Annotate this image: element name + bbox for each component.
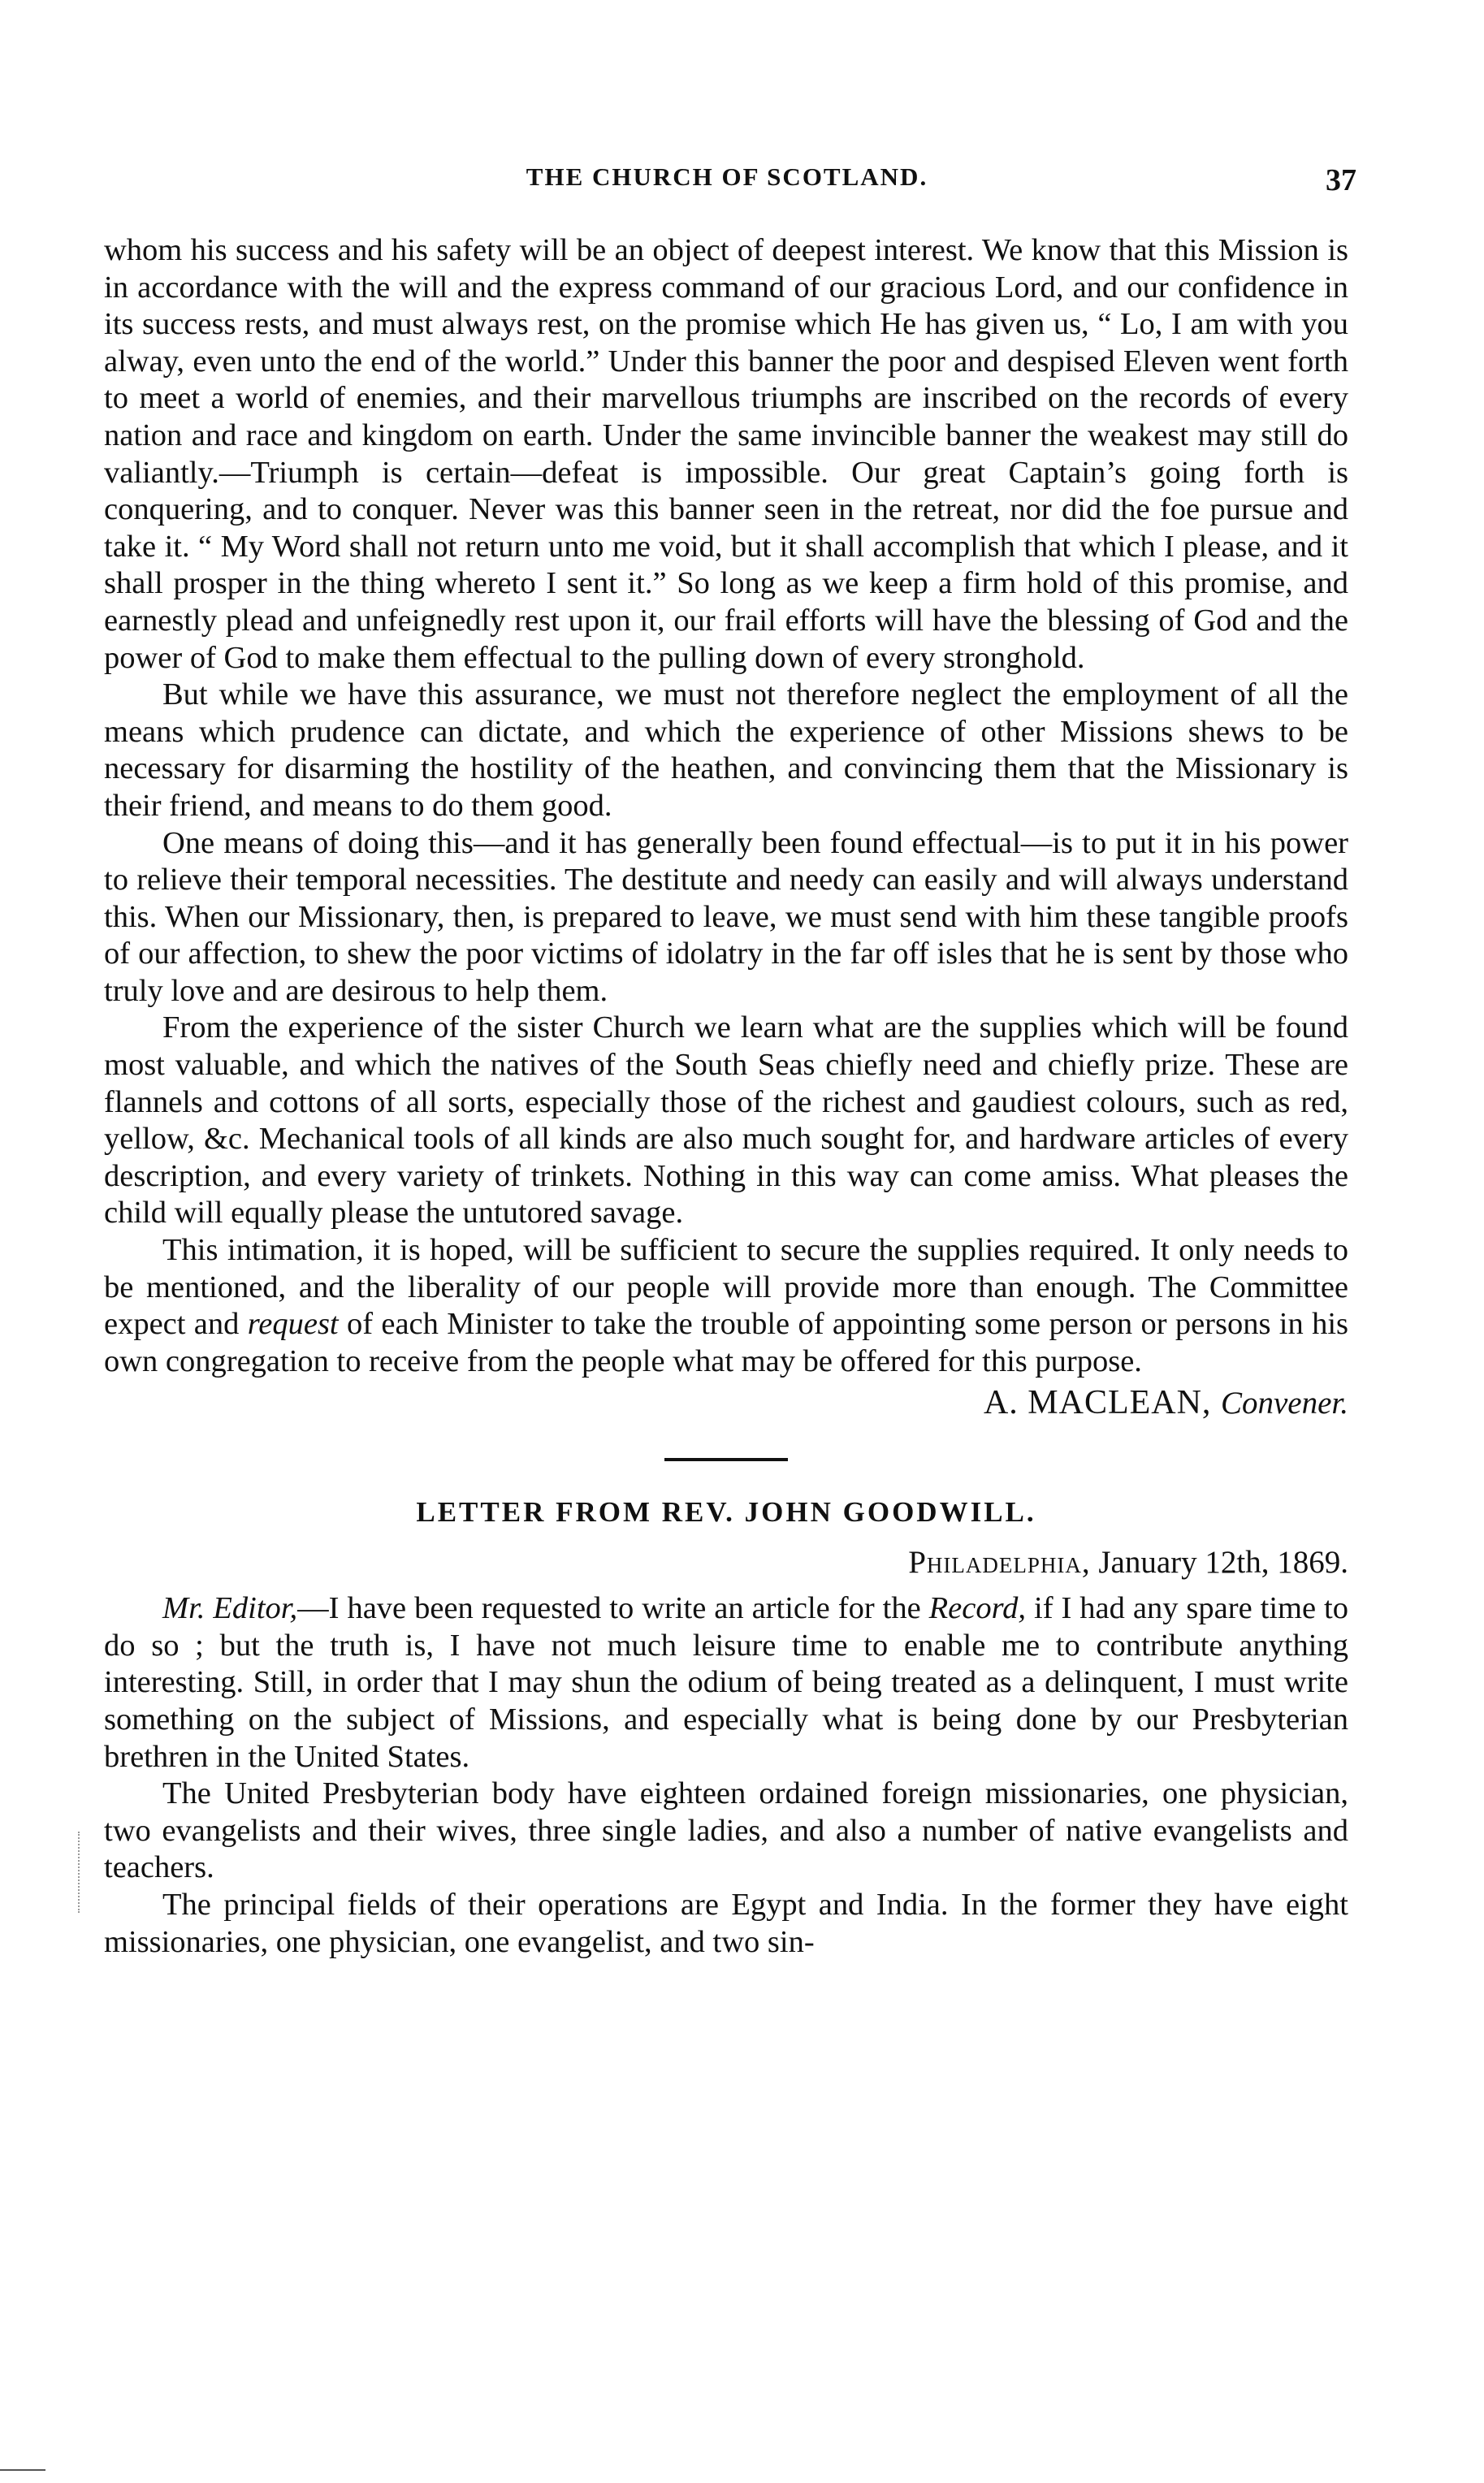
corner-mark	[0, 2469, 45, 2471]
paragraph: But while we have this assurance, we must not therefore neglect the employment of all the means which prudence can dictate, and which the experience of other Missions shews to be necessary for disarming the hostility of the heathen, and convincing them that the Missionary is their friend, and means to do them good.	[104, 677, 1348, 823]
paragraph: The principal fields of their operations are Egypt and India. In the former they have eight missionaries, one physician, one evangelist, and two sin-	[104, 1887, 1348, 1959]
paragraph	[104, 1232, 1348, 1380]
text-run: This intimation, it is hoped, will be sufficient to secure the supplies required. It only needs to be mentioned, and the liberality of our people will provide more than enough. The Committee expect and	[104, 1233, 1348, 1342]
text-run: of each Minister to take the trouble of appointing some person or persons in his own congregation to receive from the people what may be offered for this purpose.	[104, 1307, 1348, 1378]
text-run: if I had any spare time to do so ; but the truth is, I have not much leisure time to enable me to contribute anything interesting. Still, in order that I may shun the odium of being treated as a delinquent, I must write something on the subject of Missions, and especially what is being done by our Presbyterian brethren in the United States.	[104, 1591, 1348, 1774]
running-head	[97, 162, 1356, 211]
dateline-place: Philadelphia,	[908, 1544, 1091, 1580]
paragraph: One means of doing this—and it has generally been found effectual—is to put it in his power to relieve their temporal necessities. The destitute and needy can easily and will always understand this. When our Missionary, then, is prepared to leave, we must send with him these tangible proofs of our affection, to shew the poor victims of idolatry in the far off isles that he is sent by those who truly love and are desirous to help them.	[104, 825, 1348, 1008]
page-number: 37	[1326, 163, 1356, 197]
signature-name: A. MACLEAN,	[983, 1384, 1212, 1422]
dateline-date: January 12th, 1869.	[1098, 1544, 1348, 1580]
publication-title: Record,	[928, 1591, 1027, 1626]
signature-role: Convener.	[1220, 1386, 1348, 1421]
body-text	[104, 232, 1348, 1961]
margin-mark	[78, 1832, 80, 1913]
letter-title: LETTER FROM REV. JOHN GOODWILL.	[416, 1496, 1036, 1528]
section-divider	[664, 1458, 788, 1461]
signature	[104, 1385, 1348, 1422]
paragraph: whom his success and his safety will be an object of deepest interest. We know that this Mission is in accordance with the will and the express command of our gracious Lord, and our confidence in its success rests, and must always rest, on the promise which He has given us, “ Lo, I am with you alway, even unto the end of the world.” Under this banner the poor and despised Eleven went forth to meet a world of enemies, and their marvellous triumphs are inscribed on the records of every nation and race and kingdom on earth. Under the same invincible banner the weakest may still do valiantly.—Triumph is certain—defeat is impossible. Our great Captain’s going forth is conquering, and to conquer. Never was this banner seen in the retreat, nor did the foe pursue and take it. “ My Word shall not return unto me void, but it shall accomplish that which I please, and it shall prosper in the thing whereto I sent it.” So long as we keep a firm hold of this promise, and earnestly plead and unfeignedly rest upon it, our frail efforts will have the blessing of God and the power of God to make them effectual to the pulling down of every stronghold.	[104, 233, 1348, 675]
paragraph: The United Presbyterian body have eighteen ordained foreign missionaries, one physician, two evangelists and their wives, three single ladies, and also a number of native evangelists and teachers.	[104, 1776, 1348, 1885]
paragraph	[104, 1590, 1348, 1776]
paragraph: From the experience of the sister Church we learn what are the supplies which will be found most valuable, and which the natives of the South Seas chiefly need and chiefly prize. These are flannels and cottons of all sorts, especially those of the richest and gaudiest colours, such as red, yellow, &c. Mechanical tools of all kinds are also much sought for, and hardware articles of every description, and every variety of trinkets. Nothing in this way can come amiss. What pleases the child will equally please the untutored savage.	[104, 1010, 1348, 1231]
salutation: Mr. Editor,	[162, 1591, 298, 1626]
text-run: —I have been requested to write an article for the	[297, 1591, 929, 1626]
emphasis-text: request	[247, 1307, 339, 1342]
dateline	[104, 1544, 1348, 1581]
running-title: THE CHURCH OF SCOTLAND.	[526, 162, 928, 191]
